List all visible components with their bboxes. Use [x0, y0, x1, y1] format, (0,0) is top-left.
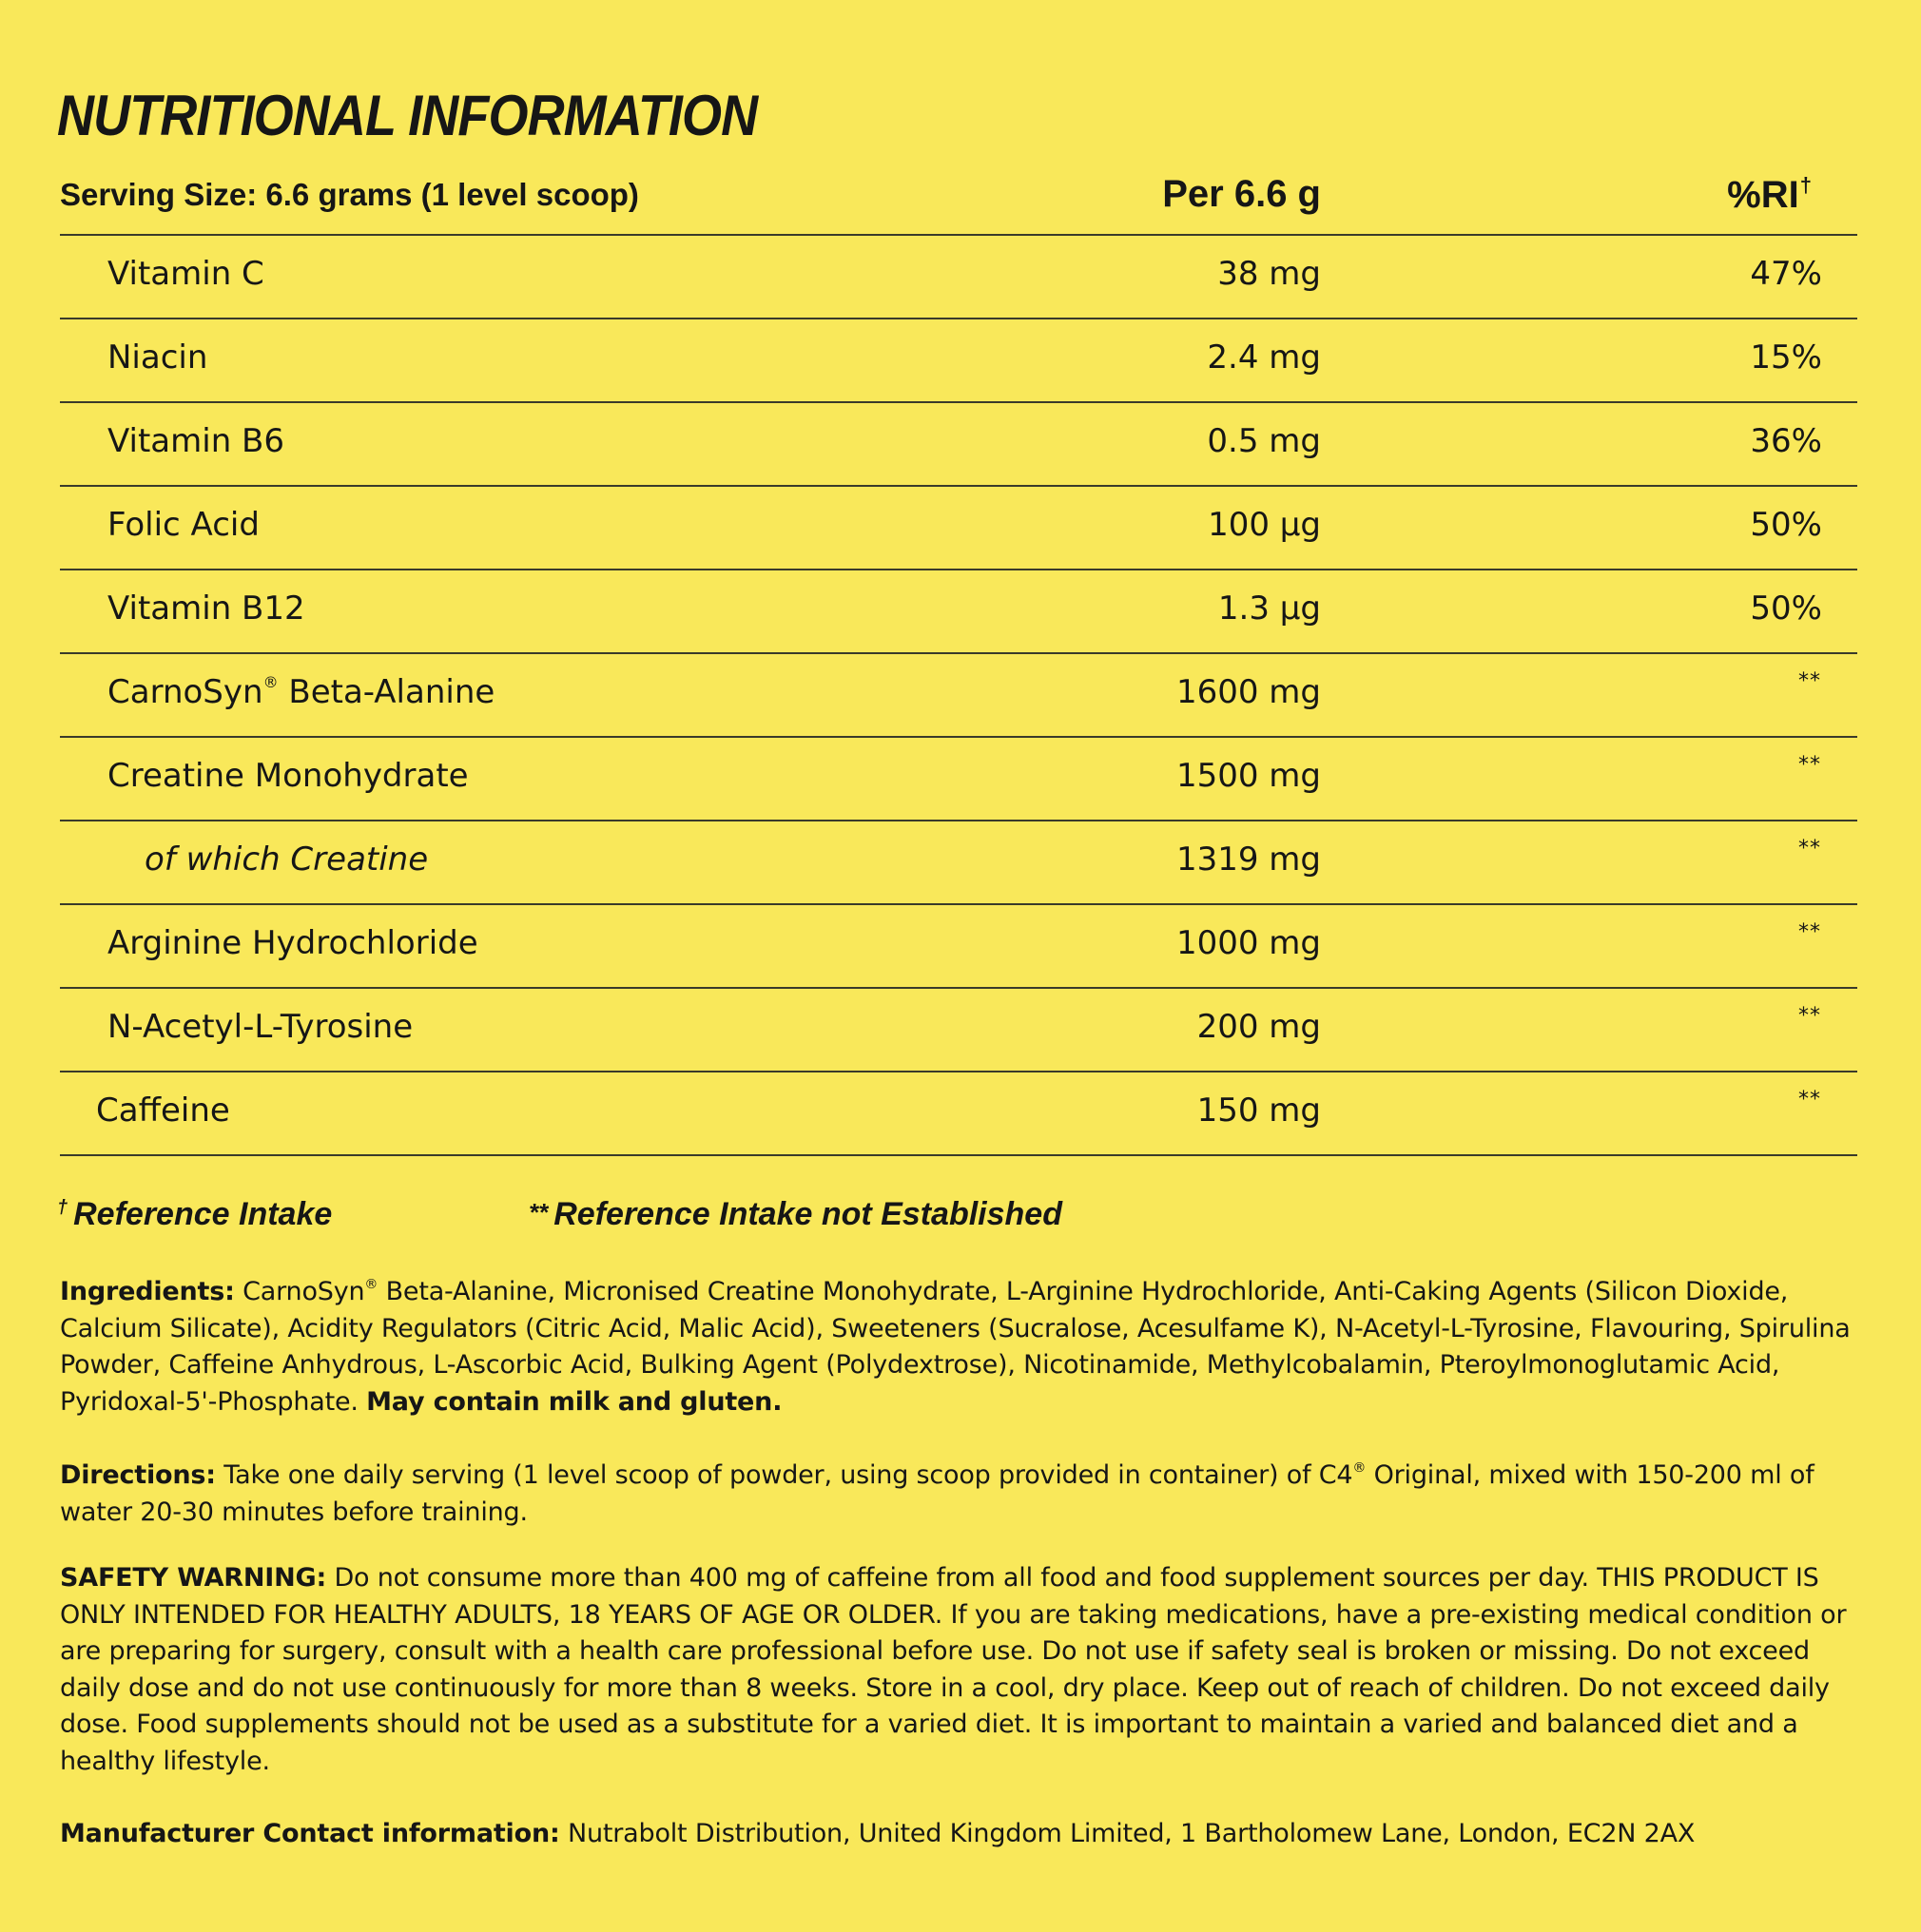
table-header: [60, 169, 1857, 236]
ri-header: [1727, 173, 1812, 217]
ingredients-label: Ingredients:: [60, 1277, 235, 1306]
nutrient-ri: **: [1798, 669, 1821, 693]
ri-dagger: †: [1799, 173, 1812, 197]
nutrient-name: Niacin: [107, 338, 208, 377]
nutrient-amount: 1319 mg: [1175, 840, 1321, 879]
directions-text: Original, mixed with 150-200 ml of water 20-30 minutes before training.: [60, 1460, 1814, 1527]
nutrient-ri: **: [1798, 1004, 1821, 1028]
serving-size-label: Serving Size: 6.6 grams (1 level scoop): [60, 177, 639, 212]
nutrient-ri: **: [1798, 837, 1821, 860]
nutrient-amount: 150 mg: [1196, 1092, 1321, 1130]
page-title: NUTRITIONAL INFORMATION: [57, 84, 758, 147]
nutrient-amount: 200 mg: [1196, 1008, 1321, 1046]
table-row: [60, 654, 1857, 738]
nutrient-name: of which Creatine: [145, 840, 429, 879]
manufacturer-paragraph: [60, 1816, 1857, 1853]
nutrient-amount: 1600 mg: [1175, 673, 1321, 711]
directions-text: Take one daily serving (1 level scoop of powder, using scoop provided in container) of C4: [215, 1460, 1353, 1490]
nutrient-ri: **: [1798, 920, 1821, 944]
table-row: [60, 905, 1857, 989]
ri-header-text: %RI: [1727, 174, 1799, 216]
directions-label: Directions:: [60, 1460, 216, 1490]
nutrient-amount: 1000 mg: [1175, 924, 1321, 962]
nutrient-ri: **: [1798, 753, 1821, 777]
stars-mark: **: [529, 1198, 549, 1227]
table-row: [60, 1072, 1857, 1156]
nutrient-amount: 1500 mg: [1175, 757, 1321, 795]
table-row: [60, 738, 1857, 821]
directions-paragraph: [60, 1450, 1857, 1531]
nutrient-ri: 50%: [1750, 506, 1822, 544]
nutrient-table: [60, 236, 1857, 1156]
nutrient-name-rest: Beta-Alanine: [278, 673, 495, 711]
footnote-text: Reference Intake: [73, 1196, 333, 1232]
nutrient-name: [107, 673, 495, 711]
registered-mark: ®: [262, 673, 279, 691]
nutrient-ri: 36%: [1750, 422, 1822, 460]
manufacturer-label: Manufacturer Contact information:: [60, 1819, 560, 1848]
nutrient-ri: 15%: [1750, 338, 1822, 377]
nutrient-name: Vitamin C: [107, 255, 264, 293]
registered-mark: ®: [1352, 1460, 1367, 1476]
manufacturer-text: Nutrabolt Distribution, United Kingdom Limited, 1 Bartholomew Lane, London, EC2N 2AX: [559, 1819, 1696, 1848]
allergen-notice: May contain milk and gluten.: [366, 1386, 783, 1417]
footnote-text: Reference Intake not Established: [553, 1196, 1062, 1232]
nutrient-name: Vitamin B6: [107, 422, 285, 460]
nutrient-name: Creatine Monohydrate: [107, 757, 469, 795]
nutrient-name-brand: CarnoSyn: [107, 673, 263, 711]
table-row: [60, 319, 1857, 403]
nutrient-name: Folic Acid: [107, 506, 260, 544]
dagger-mark: †: [57, 1197, 68, 1218]
nutrient-amount: 38 mg: [1217, 255, 1321, 293]
nutrient-amount: 1.3 µg: [1217, 589, 1321, 628]
ingredients-paragraph: [60, 1266, 1857, 1420]
nutrient-amount: 0.5 mg: [1207, 422, 1321, 460]
ingredients-text: Beta-Alanine, Micronised Creatine Monohydrate, L-Arginine Hydrochloride, Anti-Caking Agents (Silicon Dioxide, Calcium Silicate), Acidity Regulators (Citric Acid, Malic Acid), Sweeteners (Sucralose, Acesulfame K), N-Acetyl-L-Tyrosine, Flavouring, Spirulina Powder, Caffeine Anhydrous, L-Ascorbic Acid, Bulking Agent (Polydextrose), Nicotinamide, Methylcobalamin, Pteroylmonoglutamic Acid, Pyridoxal-5'-Phosphate.: [60, 1277, 1851, 1417]
warning-label: SAFETY WARNING:: [60, 1563, 327, 1593]
nutrient-name: Vitamin B12: [107, 589, 305, 628]
nutrient-name: N-Acetyl-L-Tyrosine: [107, 1008, 414, 1046]
warning-text: Do not consume more than 400 mg of caffeine from all food and food supplement sources per day. THIS PRODUCT IS ONLY INTENDED FOR HEALTHY ADULTS, 18 YEARS OF AGE OR OLDER. If you are taking medications, have a pre-existing medical condition or are preparing for surgery, consult with a health care professional before use. Do not use if safety seal is broken or missing. Do not exceed daily dose and do not use continuously for more than 8 weeks. Store in a cool, dry place. Keep out of reach of children. Do not exceed daily dose. Food supplements should not be used as a substitute for a varied diet. It is important to maintain a varied and balanced diet and a healthy lifestyle.: [60, 1563, 1847, 1776]
table-row: [60, 821, 1857, 905]
nutrient-ri: 47%: [1750, 255, 1822, 293]
safety-warning-paragraph: [60, 1560, 1857, 1780]
nutrient-name: Arginine Hydrochloride: [107, 924, 478, 962]
ingredients-text: CarnoSyn: [234, 1277, 365, 1306]
registered-mark: ®: [364, 1277, 378, 1292]
table-row: [60, 487, 1857, 570]
per-serving-header: Per 6.6 g: [1162, 173, 1321, 215]
table-row: [60, 403, 1857, 487]
nutrient-ri: 50%: [1750, 589, 1822, 628]
table-row: [60, 570, 1857, 654]
table-row: [60, 989, 1857, 1072]
nutrient-name: Caffeine: [96, 1092, 230, 1130]
table-row: [60, 236, 1857, 319]
nutrient-amount: 100 µg: [1208, 506, 1321, 544]
nutrient-ri: **: [1798, 1088, 1821, 1111]
nutrient-amount: 2.4 mg: [1207, 338, 1321, 377]
footnote-reference-intake: [57, 1196, 332, 1233]
footnote-not-established: [529, 1196, 1062, 1233]
